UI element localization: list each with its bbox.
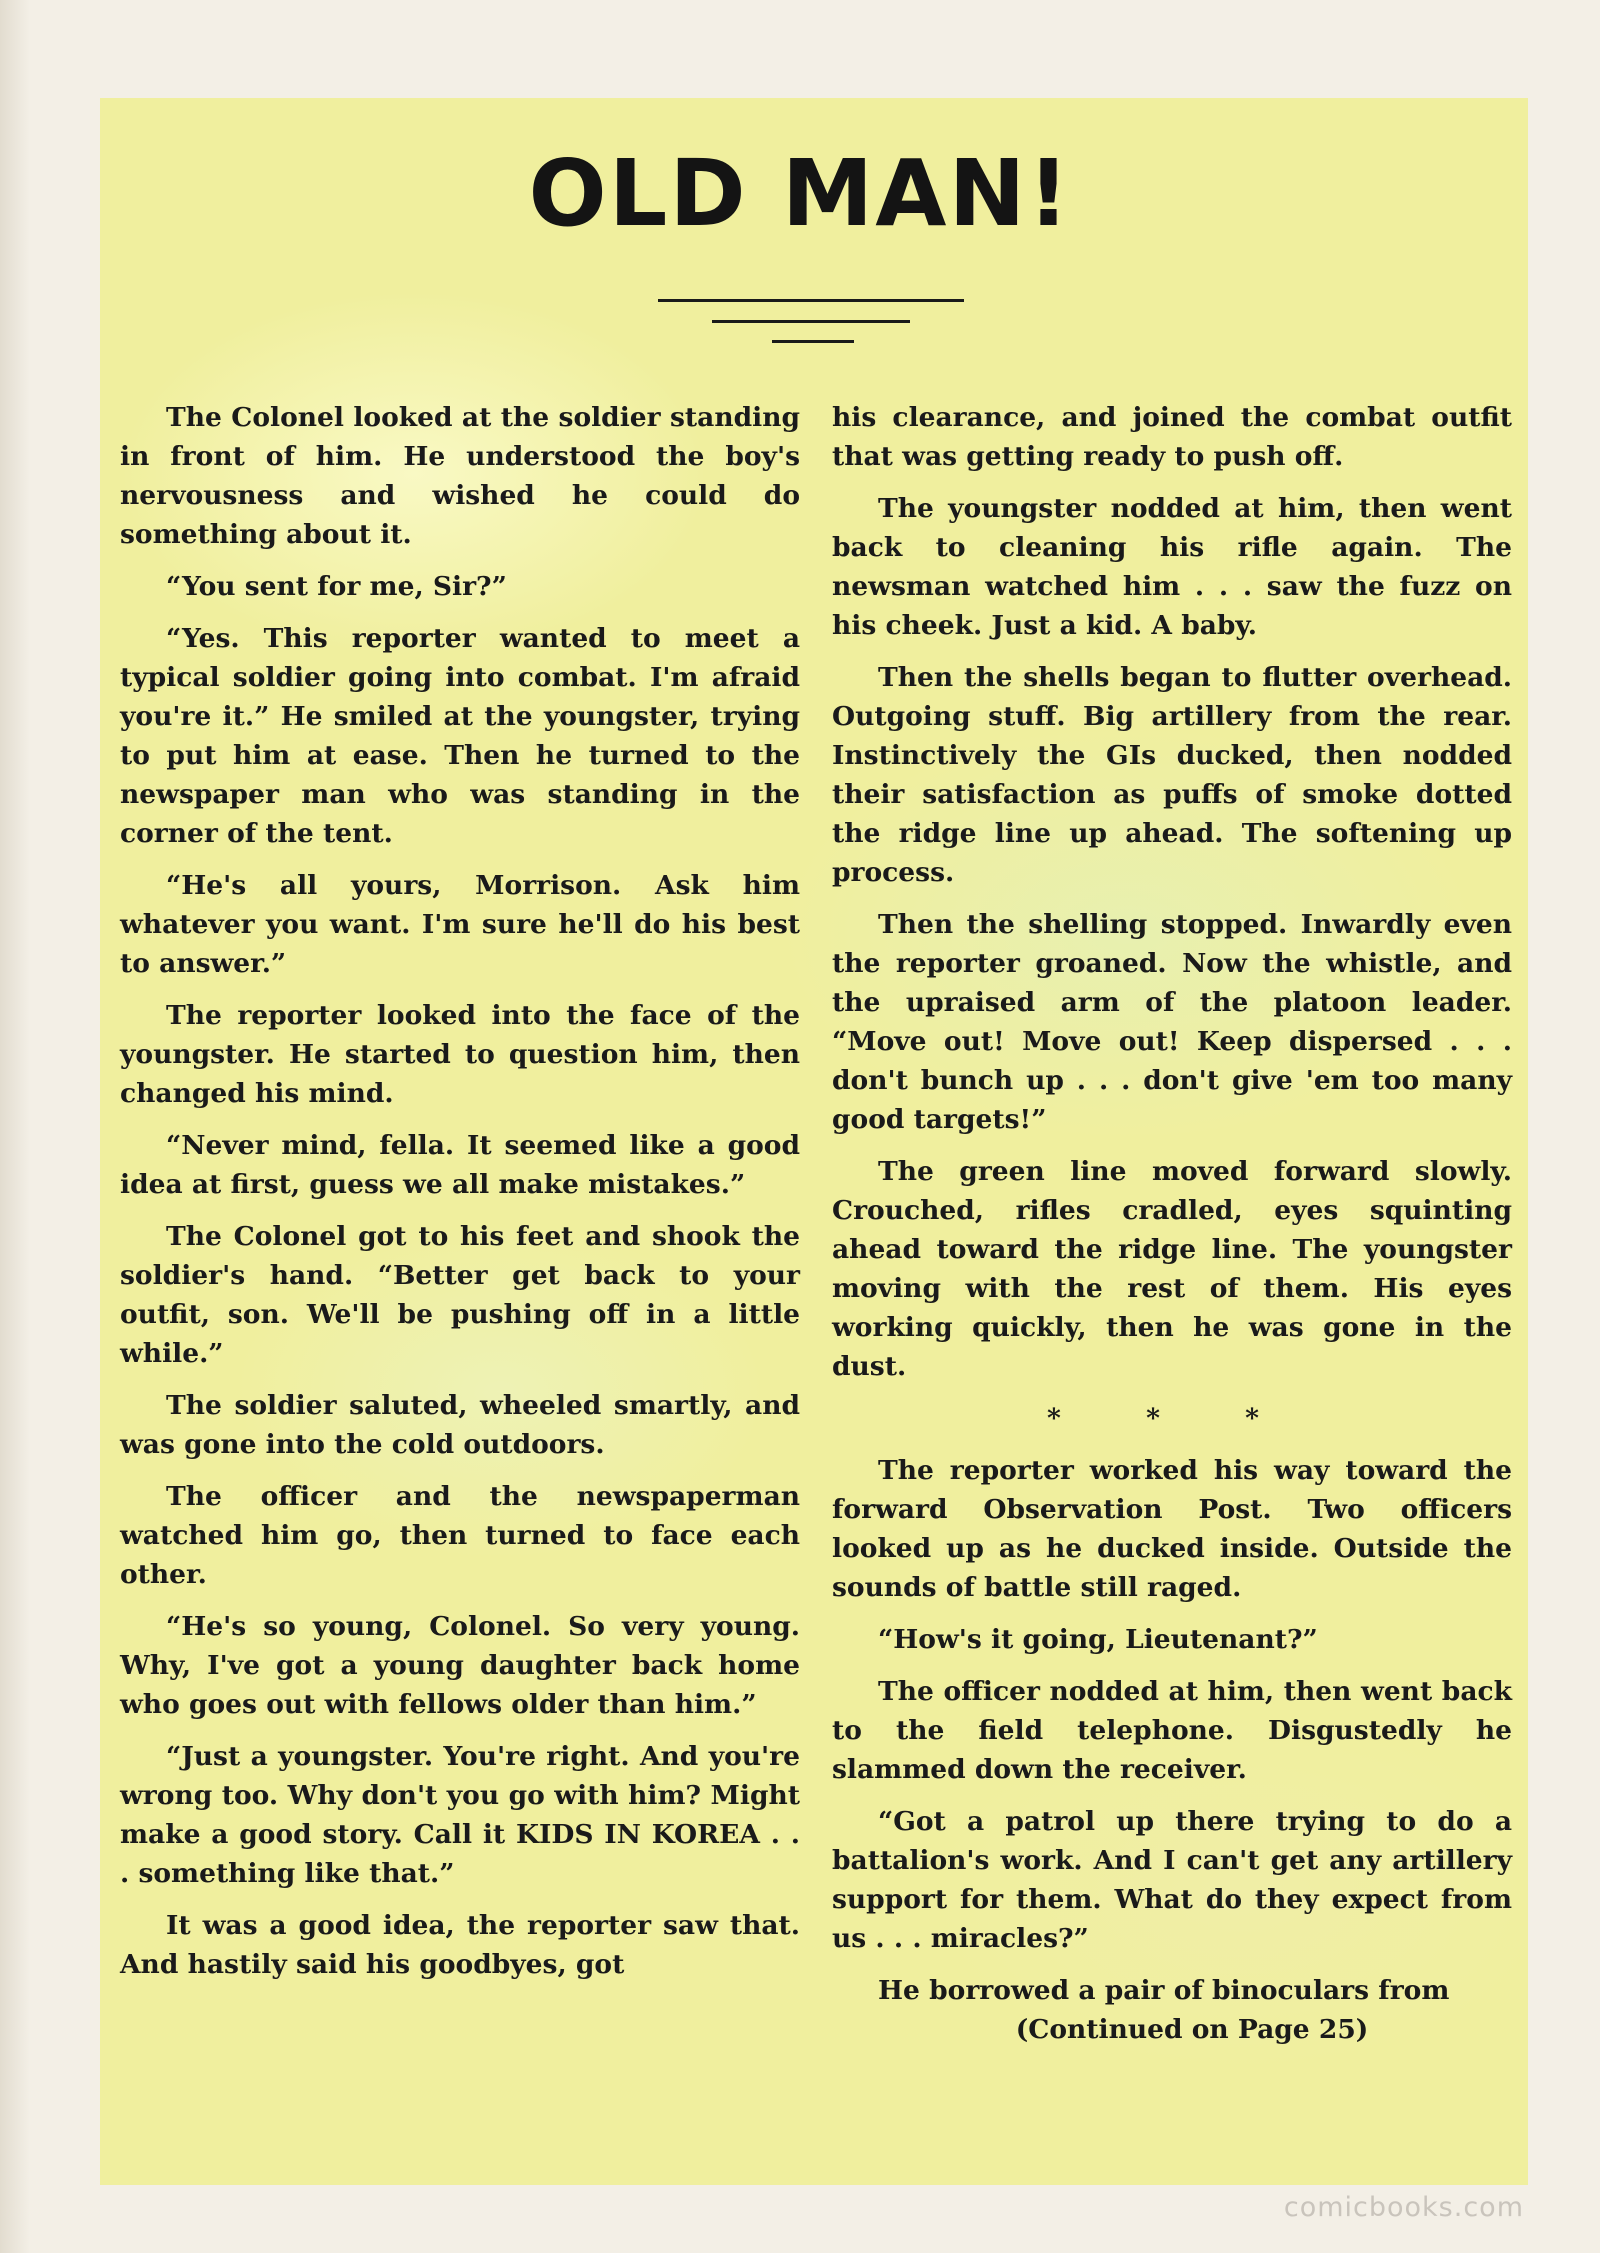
section-separator: * * *: [1046, 1403, 1298, 1434]
paragraph: The youngster nodded at him, then went back to cleaning his rifle again. The newsman watched him . . . saw the fuzz on his cheek. Just a kid. A baby.: [832, 493, 1512, 641]
paragraph: “Never mind, fella. It seemed like a good idea at first, guess we all make mistakes.”: [120, 1130, 800, 1200]
paragraph: “Got a patrol up there trying to do a battalion's work. And I can't get any artillery support for them. What do they expect from us . . . miracles?”: [832, 1806, 1512, 1954]
title-rule-medium: [712, 320, 910, 323]
paragraph: The soldier saluted, wheeled smartly, and was gone into the cold outdoors.: [120, 1390, 800, 1460]
paragraph: The officer and the newspaperman watched him go, then turned to face each other.: [120, 1481, 800, 1590]
story-title: OLD MAN!: [528, 140, 1072, 247]
right-column: [832, 398, 1512, 2062]
paragraph: The reporter worked his way toward the forward Observation Post. Two officers looked up as he ducked inside. Outside the sounds of battle still raged.: [832, 1455, 1512, 1603]
paragraph: “Just a youngster. You're right. And you're wrong too. Why don't you go with him? Might make a good story. Call it KIDS IN KOREA . . . something like that.”: [120, 1741, 800, 1889]
paragraph: “How's it going, Lieutenant?”: [878, 1624, 1318, 1655]
continued-note: (Continued on Page 25): [1015, 2014, 1369, 2045]
paragraph: The reporter looked into the face of the youngster. He started to question him, then changed his mind.: [120, 1000, 800, 1109]
paragraph: He borrowed a pair of binoculars from: [878, 1975, 1450, 2006]
paragraph: It was a good idea, the reporter saw that. And hastily said his goodbyes, got: [120, 1910, 800, 1980]
paragraph: Then the shelling stopped. Inwardly even the reporter groaned. Now the whistle, and the upraised arm of the platoon leader. “Move out! Move out! Keep dispersed . . . don't bunch up . . . don't give 'em too many good targets!”: [832, 909, 1512, 1135]
paragraph: Then the shells began to flutter overhead. Outgoing stuff. Big artillery from the rear. Instinctively the GIs ducked, then nodded their satisfaction as puffs of smoke dotted the ridge line up ahead. The softening up process.: [832, 662, 1512, 888]
paragraph: “Yes. This reporter wanted to meet a typical soldier going into combat. I'm afraid you're it.” He smiled at the youngster, trying to put him at ease. Then he turned to the newspaper man who was standing in the corner of the tent.: [120, 623, 800, 849]
paragraph: The green line moved forward slowly. Crouched, rifles cradled, eyes squinting ahead toward the ridge line. The youngster moving with the rest of them. His eyes working quickly, then he was gone in the dust.: [832, 1156, 1512, 1382]
paragraph: “You sent for me, Sir?”: [166, 571, 507, 602]
site-watermark: comicbooks.com: [1283, 2192, 1524, 2223]
title-rule-short: [772, 340, 854, 343]
paragraph-continuation: his clearance, and joined the combat outfit that was getting ready to push off.: [832, 402, 1512, 472]
paragraph: The officer nodded at him, then went back to the field telephone. Disgustedly he slammed down the receiver.: [832, 1676, 1512, 1785]
paragraph: The Colonel looked at the soldier standing in front of him. He understood the boy's nervousness and wished he could do something about it.: [120, 402, 800, 550]
paragraph: The Colonel got to his feet and shook the soldier's hand. “Better get back to your outfit, son. We'll be pushing off in a little while.”: [120, 1221, 800, 1369]
title-rule-long: [658, 299, 964, 302]
left-column: [120, 398, 800, 1997]
paragraph: “He's all yours, Morrison. Ask him whatever you want. I'm sure he'll do his best to answer.”: [120, 870, 800, 979]
paragraph: “He's so young, Colonel. So very young. Why, I've got a young daughter back home who goes out with fellows older than him.”: [120, 1611, 800, 1720]
page-edge: [0, 0, 30, 2253]
